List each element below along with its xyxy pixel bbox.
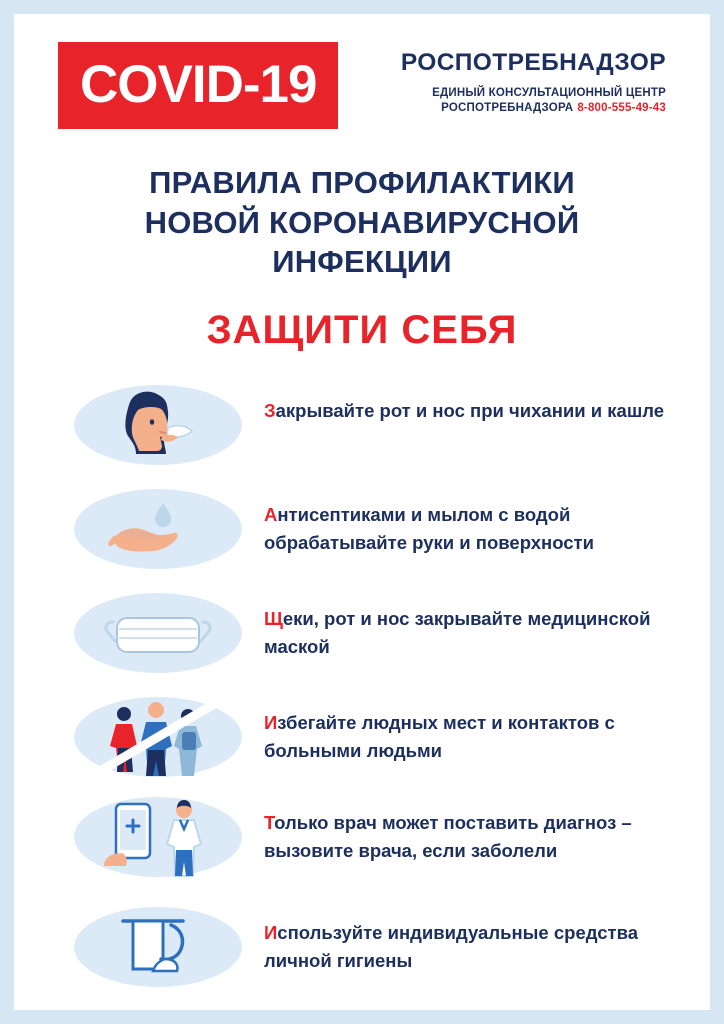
list-item [58,479,666,583]
rule-text [258,687,666,765]
medical-mask-icon [58,583,258,683]
rule-text [258,479,666,557]
rule-text [258,375,666,425]
consultation-center-line1: ЕДИНЫЙ КОНСУЛЬТАЦИОННЫЙ ЦЕНТР [432,86,666,99]
rule-text [258,897,666,975]
rule-body: еки, рот и нос закрывайте медицинской маской [264,608,651,657]
rule-text [258,583,666,661]
list-item [58,687,666,787]
rule-lead-letter: Щ [264,608,283,630]
rule-body: збегайте людных мест и контактов с больными людьми [264,712,615,761]
list-item [58,375,666,479]
rule-body: олько врач может поставить диагноз – вызовите врача, если заболели [264,812,632,861]
hand-wash-drop-icon [58,479,258,579]
rule-lead-letter: И [264,712,278,734]
slogan: ЗАЩИТИ СЕБЯ [206,308,518,353]
list-item [58,583,666,687]
list-item [58,787,666,897]
rule-lead-letter: А [264,504,278,526]
rule-body: спользуйте индивидуальные средства личной гигиены [264,922,638,971]
page-title-line1: ПРАВИЛА ПРОФИЛАКТИКИ [149,165,575,200]
personal-towel-icon [58,897,258,997]
organization-block [356,42,666,117]
consultation-center-line2 [356,101,666,117]
call-doctor-icon [58,787,258,887]
rules-list [58,375,666,997]
avoid-crowds-icon [58,687,258,787]
rule-lead-letter: Т [264,812,275,834]
list-item [58,897,666,997]
page-title-line2: НОВОЙ КОРОНАВИРУСНОЙ ИНФЕКЦИИ [144,204,580,280]
organization-name: РОСПОТРЕБНАДЗОР [400,49,666,76]
poster-header [58,42,666,129]
page-title [58,163,666,282]
poster-sheet [14,14,710,1010]
hotline-phone: 8-800-555-49-43 [577,102,666,115]
sneeze-into-tissue-icon [58,375,258,475]
rule-lead-letter: З [264,400,276,422]
rule-body: нтисептиками и мылом с водой обрабатывайте руки и поверхности [264,504,594,553]
rule-lead-letter: И [264,922,278,944]
consultation-center-info [356,86,666,117]
covid-badge: COVID-19 [58,42,338,129]
consultation-center-org: РОСПОТРЕБНАДЗОРА [441,102,574,115]
rule-body: акрывайте рот и нос при чихании и кашле [275,400,665,422]
rule-text [258,787,666,865]
